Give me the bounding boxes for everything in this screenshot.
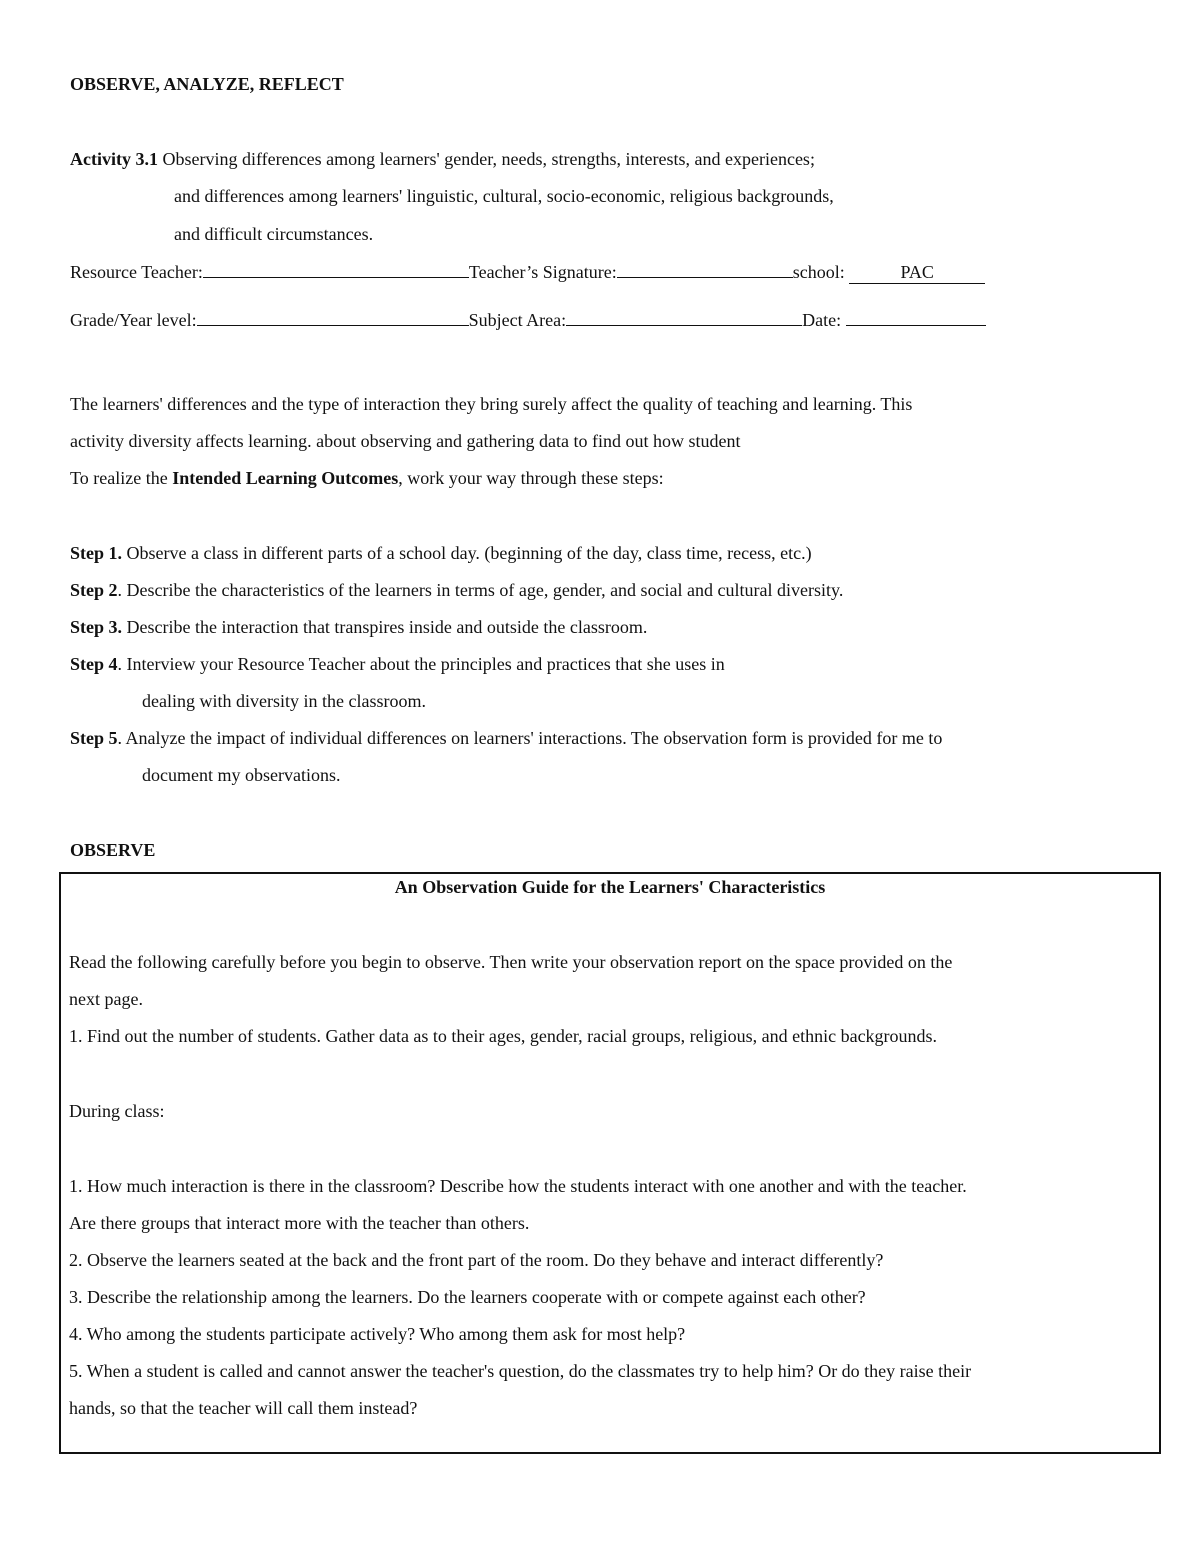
step-5 xyxy=(70,727,942,749)
step-3-label: Step 3. xyxy=(70,617,123,637)
guide-during-class: During class: xyxy=(69,1101,165,1121)
heading-text: OBSERVE, ANALYZE, REFLECT xyxy=(70,74,344,94)
step-4-label: Step 4 xyxy=(70,654,118,674)
guide-q5-line-2: hands, so that the teacher will call them instead? xyxy=(69,1398,418,1418)
step-2 xyxy=(70,579,843,601)
step-5-text: . Analyze the impact of individual differences on learners' interactions. The observation form is provided for me to xyxy=(117,728,943,748)
activity-line-2: and differences among learners' linguistic, cultural, socio-economic, religious backgrounds, xyxy=(174,186,834,206)
guide-q5-line-1: 5. When a student is called and cannot answer the teacher's question, do the classmates try to help him? Or do they raise their xyxy=(69,1361,972,1381)
grade-label: Grade/Year level: xyxy=(70,310,197,330)
step-1 xyxy=(70,542,812,564)
intro-line-1: The learners' differences and the type of interaction they bring surely affect the quality of teaching and learning. This xyxy=(70,394,913,414)
intro-line-3 xyxy=(70,467,664,489)
resource-teacher-field[interactable] xyxy=(203,260,469,278)
date-field[interactable] xyxy=(846,308,986,326)
step-2-text: . Describe the characteristics of the learners in terms of age, gender, and social and cultural diversity. xyxy=(117,580,844,600)
step-1-text: Observe a class in different parts of a school day. (beginning of the day, class time, recess, etc.) xyxy=(122,543,812,563)
step-5-label: Step 5 xyxy=(70,728,118,748)
step-2-label: Step 2 xyxy=(70,580,118,600)
intro-line-3-pre: To realize the xyxy=(70,468,173,488)
activity-label: Activity 3.1 xyxy=(70,149,158,169)
school-value: PAC xyxy=(900,262,934,282)
observe-heading-text: OBSERVE xyxy=(70,840,156,860)
activity-line-1 xyxy=(70,148,815,170)
guide-item-0: 1. Find out the number of students. Gather data as to their ages, gender, racial groups, religious, and ethnic backgrounds. xyxy=(69,1026,938,1046)
step-4 xyxy=(70,653,725,675)
guide-q3: 3. Describe the relationship among the learners. Do the learners cooperate with or compete against each other? xyxy=(69,1287,866,1307)
subject-label: Subject Area: xyxy=(468,310,567,330)
guide-q2: 2. Observe the learners seated at the back and the front part of the room. Do they behave and interact differently? xyxy=(69,1250,884,1270)
form-row-2 xyxy=(70,308,986,331)
school-field[interactable] xyxy=(849,261,985,284)
step-3 xyxy=(70,616,647,638)
school-label: school: xyxy=(792,262,850,282)
grade-field[interactable] xyxy=(197,308,469,326)
step-4-cont: dealing with diversity in the classroom. xyxy=(142,691,426,711)
guide-q4: 4. Who among the students participate actively? Who among them ask for most help? xyxy=(69,1324,686,1344)
step-4-text: . Interview your Resource Teacher about the principles and practices that she uses in xyxy=(117,654,725,674)
step-1-label: Step 1. xyxy=(70,543,123,563)
intro-line-2: activity diversity affects learning. about observing and gathering data to find out how student xyxy=(70,431,741,451)
step-3-text: Describe the interaction that transpires inside and outside the classroom. xyxy=(122,617,648,637)
date-label: Date: xyxy=(802,310,846,330)
activity-line-3: and difficult circumstances. xyxy=(174,224,374,244)
resource-teacher-label: Resource Teacher: xyxy=(70,262,203,282)
activity-text-1: Observing differences among learners' gender, needs, strengths, interests, and experiences; xyxy=(157,149,815,169)
step-5-cont: document my observations. xyxy=(142,765,341,785)
observation-guide-title: An Observation Guide for the Learners' Characteristics xyxy=(394,877,826,897)
page-heading xyxy=(70,73,344,95)
guide-q1-line-1: 1. How much interaction is there in the classroom? Describe how the students interact with one another and with the teacher. xyxy=(69,1176,967,1196)
intro-line-3-bold: Intended Learning Outcomes xyxy=(172,468,399,488)
intro-line-3-post: , work your way through these steps: xyxy=(398,468,664,488)
signature-field[interactable] xyxy=(617,260,793,278)
subject-field[interactable] xyxy=(566,308,802,326)
guide-q1-line-2: Are there groups that interact more with the teacher than others. xyxy=(69,1213,530,1233)
signature-label: Teacher’s Signature: xyxy=(468,262,617,282)
observe-heading xyxy=(70,839,155,861)
guide-intro-line-1: Read the following carefully before you begin to observe. Then write your observation report on the space provided on the xyxy=(69,952,953,972)
guide-intro-line-2: next page. xyxy=(69,989,143,1009)
form-row-1 xyxy=(70,260,985,284)
